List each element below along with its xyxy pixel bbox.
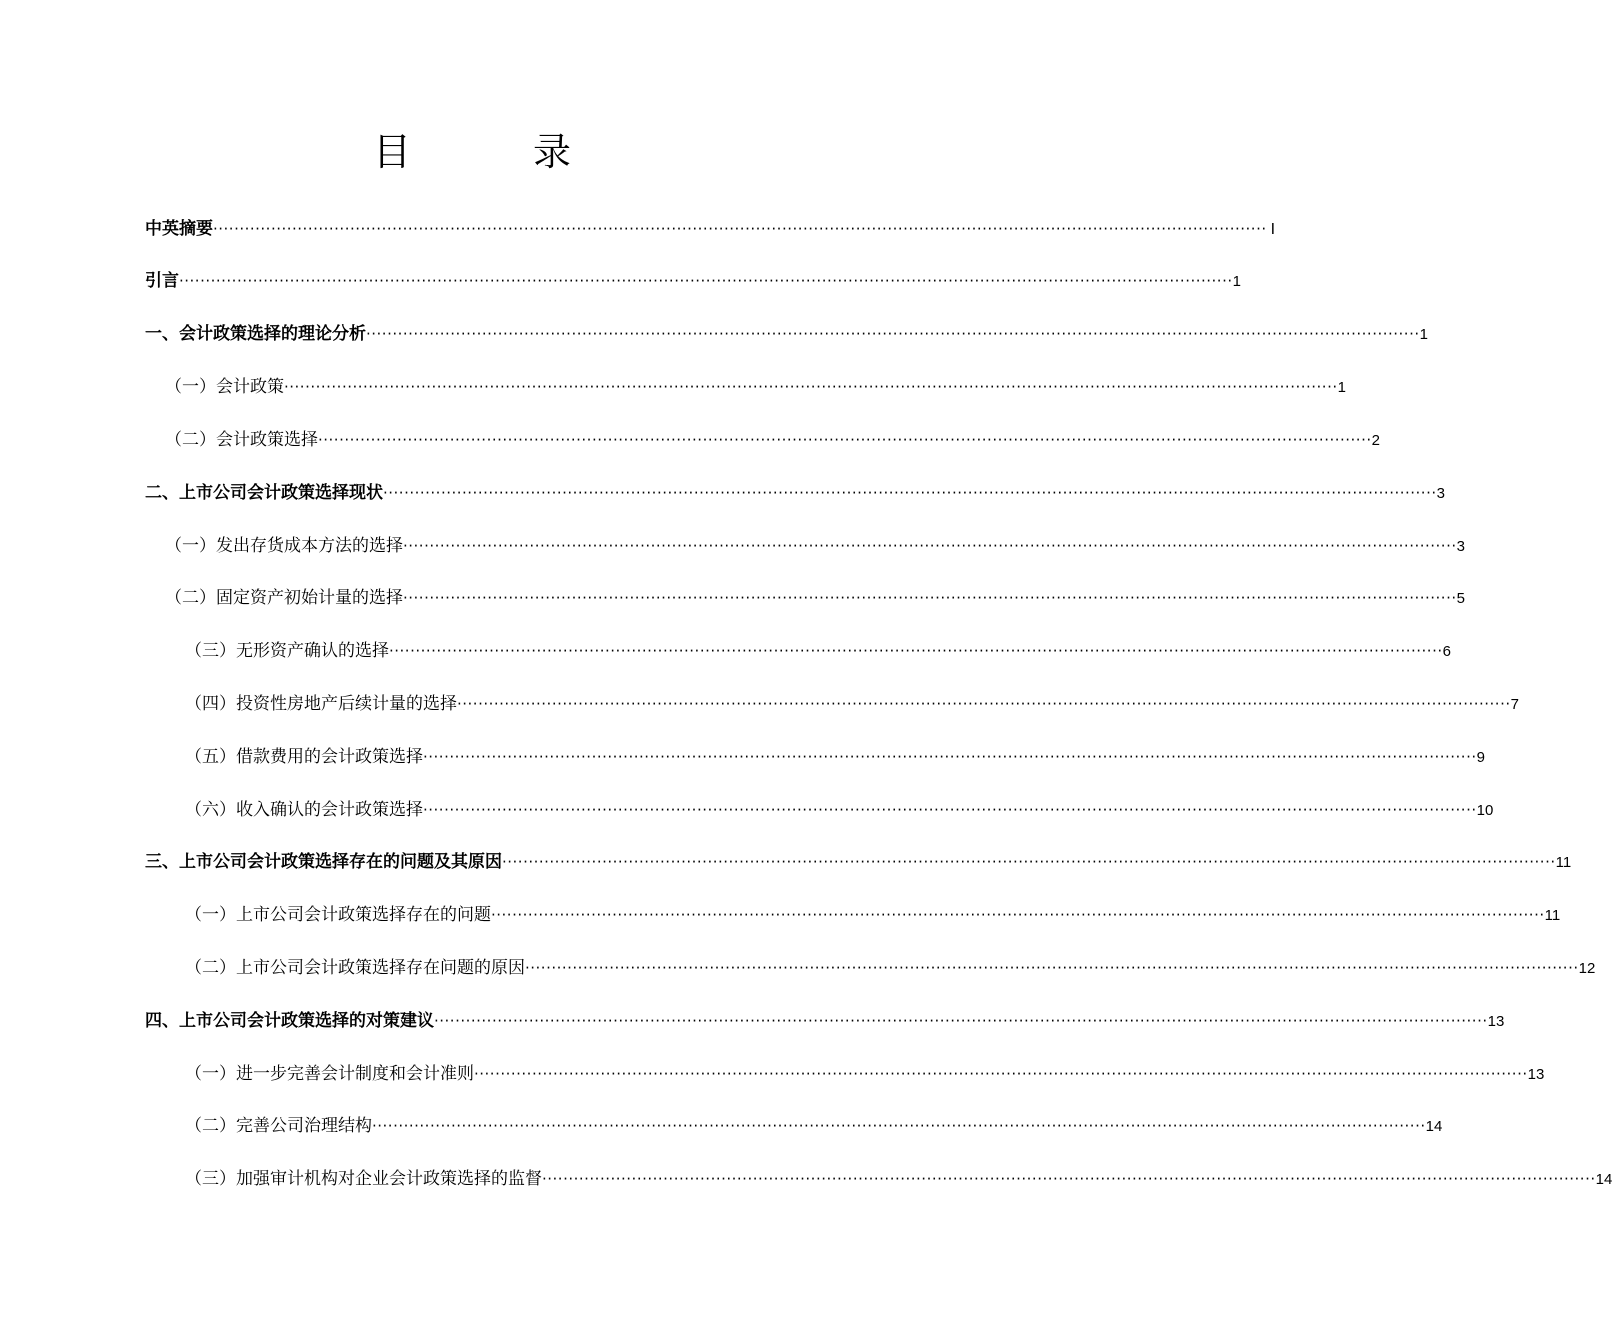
- toc-entry-section-2-2[interactable]: [165, 583, 1465, 609]
- toc-entry-title: 三、上市公司会计政策选择存在的问题及其原因: [145, 852, 502, 872]
- dot-leader: ········································································································································································································: [502, 853, 1556, 871]
- toc-page-number: 11: [1544, 907, 1561, 924]
- toc-entry-title: （五）借款费用的会计政策选择: [185, 747, 423, 767]
- toc-entry-title: （二）上市公司会计政策选择存在问题的原因: [185, 958, 525, 978]
- dot-leader: ········································································································································································································: [423, 748, 1477, 766]
- dot-leader: ········································································································································································································: [434, 1012, 1488, 1030]
- toc-page-number: 11: [1555, 854, 1572, 871]
- dot-leader: ········································································································································································································: [542, 1170, 1596, 1188]
- toc-entry-chapter-4[interactable]: [145, 1006, 1505, 1032]
- toc-entry-title: （一）上市公司会计政策选择存在的问题: [185, 905, 491, 925]
- toc-page-number: 1: [1232, 273, 1241, 290]
- toc-entry-section-3-1[interactable]: [185, 900, 1561, 926]
- dot-leader: ········································································································································································································: [525, 959, 1579, 977]
- toc-entry-title: 四、上市公司会计政策选择的对策建议: [145, 1011, 434, 1031]
- toc-page-number: 14: [1425, 1118, 1443, 1135]
- toc-page-number: 3: [1436, 485, 1445, 502]
- toc-entry-chapter-1[interactable]: [145, 319, 1428, 345]
- dot-leader: ········································································································································································································: [213, 220, 1267, 238]
- dot-leader: ········································································································································································································: [179, 272, 1233, 290]
- dot-leader: ········································································································································································································: [474, 1065, 1528, 1083]
- toc-entry-section-2-4[interactable]: [185, 689, 1519, 715]
- toc-page-number: 14: [1595, 1171, 1612, 1188]
- toc-page-number: 5: [1456, 590, 1465, 607]
- toc-page-number: 1: [1337, 379, 1346, 396]
- toc-entry-section-1-2[interactable]: [165, 425, 1380, 451]
- toc-page-number: 13: [1527, 1066, 1545, 1083]
- toc-entry-section-4-3[interactable]: [185, 1164, 1612, 1190]
- toc-entry-abstract[interactable]: [145, 214, 1276, 240]
- dot-leader: ········································································································································································································: [284, 378, 1338, 396]
- toc-entry-chapter-2[interactable]: [145, 478, 1445, 504]
- toc-entry-title: （二）固定资产初始计量的选择: [165, 588, 403, 608]
- toc-entry-title: （三）加强审计机构对企业会计政策选择的监督: [185, 1169, 542, 1189]
- dot-leader: ········································································································································································································: [403, 589, 1457, 607]
- dot-leader: ········································································································································································································: [389, 642, 1443, 660]
- toc-page-number: Ⅰ: [1270, 222, 1276, 238]
- toc-page-number: 3: [1456, 538, 1465, 555]
- toc-entry-section-4-2[interactable]: [185, 1111, 1443, 1137]
- toc-entry-section-2-1[interactable]: [165, 531, 1465, 557]
- dot-leader: ········································································································································································································: [366, 325, 1420, 343]
- toc-page-number: 12: [1578, 960, 1596, 977]
- toc-entry-section-2-5[interactable]: [185, 742, 1485, 768]
- toc-entry-title: 一、会计政策选择的理论分析: [145, 324, 366, 344]
- toc-entry-title: 二、上市公司会计政策选择现状: [145, 483, 383, 503]
- page-title: 目 录: [372, 130, 613, 174]
- toc-entry-title: 中英摘要: [145, 219, 213, 239]
- toc-entry-title: （四）投资性房地产后续计量的选择: [185, 694, 457, 714]
- toc-entry-chapter-3[interactable]: [145, 847, 1572, 873]
- toc-entry-section-2-6[interactable]: [185, 795, 1494, 821]
- dot-leader: ········································································································································································································: [318, 431, 1372, 449]
- toc-entry-title: 引言: [145, 271, 179, 291]
- toc-entry-introduction[interactable]: [145, 266, 1241, 292]
- dot-leader: ········································································································································································································: [383, 484, 1437, 502]
- toc-entry-section-3-2[interactable]: [185, 953, 1596, 979]
- toc-page-number: 2: [1371, 432, 1380, 449]
- dot-leader: ········································································································································································································: [457, 695, 1511, 713]
- toc-entry-title: （一）进一步完善会计制度和会计准则: [185, 1064, 474, 1084]
- dot-leader: ········································································································································································································: [491, 906, 1545, 924]
- dot-leader: ········································································································································································································: [403, 537, 1457, 555]
- dot-leader: ········································································································································································································: [423, 801, 1477, 819]
- toc-entry-title: （二）会计政策选择: [165, 430, 318, 450]
- toc-page-number: 1: [1419, 326, 1428, 343]
- toc-entry-section-4-1[interactable]: [185, 1059, 1545, 1085]
- toc-page-number: 7: [1510, 696, 1519, 713]
- toc-entry-title: （一）会计政策: [165, 377, 284, 397]
- toc-page-number: 9: [1476, 749, 1485, 766]
- toc-page-number: 10: [1476, 802, 1494, 819]
- toc-entry-section-1-1[interactable]: [165, 372, 1346, 398]
- toc-entry-section-2-3[interactable]: [185, 636, 1451, 662]
- toc-entry-title: （三）无形资产确认的选择: [185, 641, 389, 661]
- toc-entry-title: （六）收入确认的会计政策选择: [185, 800, 423, 820]
- dot-leader: ········································································································································································································: [372, 1117, 1426, 1135]
- toc-entry-title: （二）完善公司治理结构: [185, 1116, 372, 1136]
- toc-page-number: 6: [1442, 643, 1451, 660]
- toc-page-number: 13: [1487, 1013, 1505, 1030]
- toc-entry-title: （一）发出存货成本方法的选择: [165, 536, 403, 556]
